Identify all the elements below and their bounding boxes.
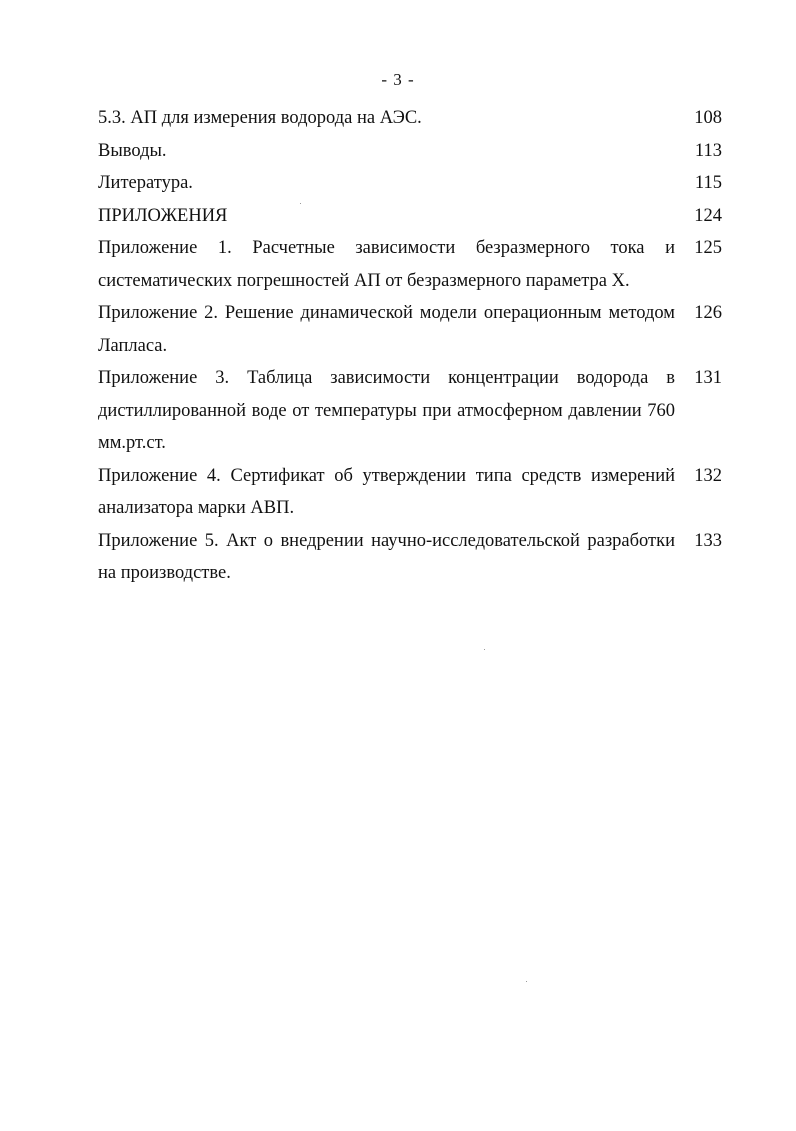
toc-entry-page: 132 [694,465,722,486]
toc-entry [98,167,722,200]
toc-entry-title: Литература. [98,173,193,193]
toc-entry-title: Приложение 1. Расчетные зависимости безразмерного тока и систематических погрешностей АП от безразмерного параметра X. [98,238,675,291]
table-of-contents [98,102,722,590]
toc-entry-page: 133 [694,530,722,551]
toc-entry-page: 125 [694,238,722,258]
toc-entry-title: Выводы. [98,140,167,161]
toc-entry-title: Приложение 2. Решение динамической модели операционным методом Лапласа. [98,303,675,356]
toc-entry-page: 124 [694,205,722,226]
scan-speck [526,981,527,982]
toc-entry [98,102,722,135]
toc-entry [98,232,722,297]
toc-entry-title: ПРИЛОЖЕНИЯ [98,205,228,226]
toc-entry [98,297,722,362]
toc-entry-page: 126 [694,303,722,323]
toc-entry [98,135,722,168]
page-number: - 3 - [381,70,415,89]
toc-entry-title: 5.3. АП для измерения водорода на АЭС. [98,108,422,128]
toc-entry-page: 131 [694,368,722,388]
toc-entry-title: Приложение 5. Акт о внедрении научно-исследовательской разработки на производстве. [98,530,675,583]
scan-speck [484,649,485,650]
toc-entry [98,200,722,233]
toc-entry-page: 115 [694,173,722,193]
toc-entry [98,525,722,590]
scan-speck [300,203,301,204]
toc-entry-title: Приложение 4. Сертификат об утверждении типа средств измерений анализатора марки АВП. [98,465,675,518]
toc-entry [98,460,722,525]
toc-entry-title: Приложение 3. Таблица зависимости концентрации водорода в дистиллированной воде от температуры при атмосферном давлении 760 мм.рт.ст. [98,368,675,453]
toc-entry [98,362,722,460]
toc-entry-page: 113 [694,140,722,161]
toc-entry-page: 108 [694,108,722,128]
